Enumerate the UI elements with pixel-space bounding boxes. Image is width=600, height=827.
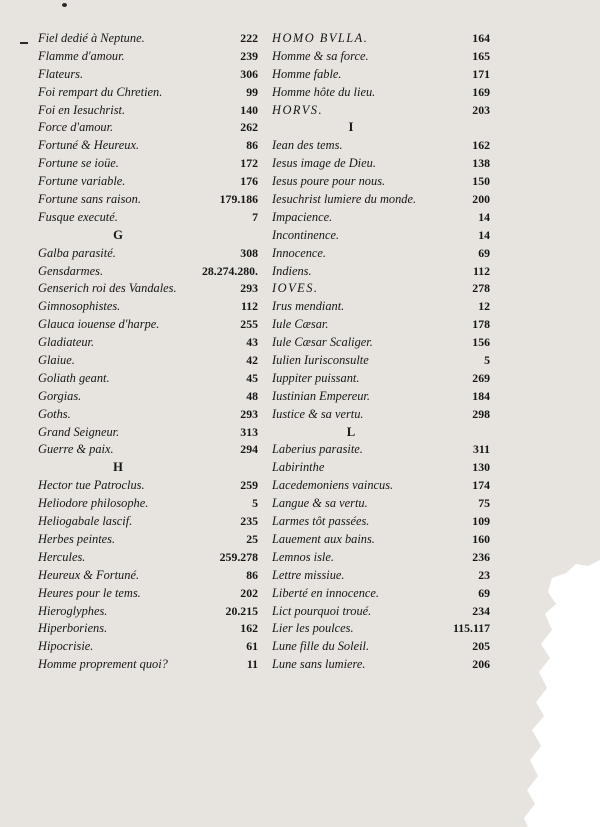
entry-text: Gorgias. (38, 388, 82, 403)
index-entry (38, 620, 258, 638)
index-entry (38, 567, 258, 585)
entry-text: Fortune variable. (38, 174, 126, 189)
page-number: 112 (240, 299, 258, 314)
page-number: 86 (246, 138, 258, 153)
page-number: 162 (240, 621, 258, 636)
index-entry (272, 603, 490, 621)
page-number: 86 (246, 567, 258, 582)
index-entry (38, 137, 258, 155)
index-entry (272, 406, 490, 424)
entry-text: Foi en Iesuchrist. (38, 102, 126, 117)
page-number: 184 (472, 388, 490, 403)
index-entry (272, 30, 490, 48)
index-entry (38, 48, 258, 66)
page-number: 222 (240, 31, 258, 45)
index-entry (38, 603, 258, 621)
index-entry (272, 620, 490, 638)
index-entry (38, 477, 258, 495)
index-entry (38, 352, 258, 370)
page-number: 138 (472, 156, 490, 171)
page-number: 259.278 (219, 549, 258, 564)
index-entry (272, 656, 490, 674)
page-number: 206 (472, 657, 490, 672)
entry-text: Hipocrisie. (38, 639, 94, 654)
page-number: 45 (246, 370, 258, 385)
index-entry (38, 30, 258, 48)
entry-text: Heliogabale lascif. (38, 514, 133, 529)
entry-text: HOMO BVLLA. (272, 31, 369, 45)
entry-text: Iuppiter puissant. (272, 370, 360, 385)
page-number: 75 (478, 496, 490, 511)
entry-text: Goliath geant. (38, 370, 110, 385)
page-number: 306 (240, 66, 258, 81)
page-number: 293 (240, 406, 258, 421)
index-entry (272, 84, 490, 102)
page-number: 269 (472, 370, 490, 385)
index-entry (272, 66, 490, 84)
entry-text: Iesus poure pour nous. (272, 174, 386, 189)
entry-text: Fortuné & Heureux. (38, 138, 140, 153)
entry-text: Larmes tôt passées. (272, 514, 370, 529)
page-number: 115.117 (452, 621, 490, 636)
entry-text: Homme & sa force. (272, 48, 369, 63)
section-letter (272, 424, 490, 442)
page-number: 174 (472, 478, 490, 493)
index-entry (272, 227, 490, 245)
index-entry (272, 245, 490, 263)
entry-text: Indiens. (272, 263, 312, 278)
page-number: 293 (240, 281, 258, 296)
page-number: 160 (472, 531, 490, 546)
index-entry (38, 173, 258, 191)
index-entry (38, 495, 258, 513)
page-number: 171 (472, 66, 490, 81)
entry-text: Lemnos isle. (272, 549, 334, 564)
index-entry (272, 352, 490, 370)
page-number: 11 (246, 657, 258, 672)
entry-text: Innocence. (272, 245, 327, 260)
index-entry (272, 280, 490, 298)
index-entry (272, 459, 490, 477)
entry-text: Foi rempart du Chretien. (38, 84, 163, 99)
index-entry (272, 173, 490, 191)
entry-text: Lacedemoniens vaincus. (272, 478, 394, 493)
page-number: 14 (478, 209, 490, 224)
entry-text: Grand Seigneur. (38, 424, 120, 439)
index-entry (272, 477, 490, 495)
entry-text: Hercules. (38, 549, 86, 564)
entry-text: Genserich roi des Vandales. (38, 281, 177, 296)
page-number: 69 (478, 245, 490, 260)
entry-text: Lauement aux bains. (272, 531, 375, 546)
section-letter-label: G (113, 227, 123, 242)
index-entry (272, 531, 490, 549)
page-number: 311 (472, 442, 490, 457)
page-number: 172 (240, 156, 258, 171)
entry-text: Incontinence. (272, 227, 340, 242)
page-number: 28.274.280. (201, 263, 258, 278)
page-number: 239 (240, 48, 258, 63)
entry-text: Iesus image de Dieu. (272, 156, 376, 171)
entry-text: Lier les poulces. (272, 621, 354, 636)
page-number: 262 (240, 120, 258, 135)
entry-text: Hector tue Patroclus. (38, 478, 145, 493)
entry-text: Impacience. (272, 209, 333, 224)
page-number: 5 (252, 496, 258, 511)
entry-text: IOVES. (272, 281, 319, 296)
index-entry (38, 334, 258, 352)
index-entry (272, 137, 490, 155)
index-entry (272, 549, 490, 567)
entry-text: Fusque executé. (38, 209, 118, 224)
page-number: 162 (472, 138, 490, 153)
index-entry (272, 263, 490, 281)
page-number: 164 (472, 31, 490, 45)
entry-text: Glaiue. (38, 353, 75, 368)
entry-text: Iule Cæsar. (272, 317, 329, 332)
page-number: 313 (240, 424, 258, 439)
entry-text: Fortune se ioüe. (38, 156, 119, 171)
index-entry (38, 84, 258, 102)
page-number: 203 (472, 102, 490, 117)
index-entry (38, 119, 258, 137)
entry-text: Laberius parasite. (272, 442, 363, 457)
page-number: 69 (478, 585, 490, 600)
entry-text: Lune sans lumiere. (272, 657, 366, 672)
index-entry (38, 549, 258, 567)
index-entry (38, 263, 258, 281)
index-entry (38, 513, 258, 531)
entry-text: Labirinthe (272, 460, 325, 475)
entry-text: Fortune sans raison. (38, 192, 141, 207)
index-entry (272, 191, 490, 209)
page-number: 294 (240, 442, 258, 457)
entry-text: Gladiateur. (38, 335, 95, 350)
entry-text: Fiel dedié à Neptune. (38, 31, 145, 45)
index-entry (38, 280, 258, 298)
entry-text: Iustice & sa vertu. (272, 406, 364, 421)
entry-text: Flateurs. (38, 66, 84, 81)
page-number: 14 (478, 227, 490, 242)
page-number: 42 (246, 353, 258, 368)
entry-text: Iesuchrist lumiere du monde. (272, 192, 417, 207)
page-number: 25 (246, 531, 258, 546)
entry-text: Flamme d'amour. (38, 48, 125, 63)
page-number: 20.215 (225, 603, 258, 618)
page-number: 259 (240, 478, 258, 493)
page-number: 5 (484, 353, 490, 368)
page-number: 150 (472, 174, 490, 189)
index-entry (38, 388, 258, 406)
margin-mark (20, 42, 28, 44)
page-number: 140 (240, 102, 258, 117)
entry-text: Herbes peintes. (38, 531, 116, 546)
page-number: 12 (478, 299, 490, 314)
page-number: 255 (240, 317, 258, 332)
page-number: 298 (472, 406, 490, 421)
index-entry (272, 298, 490, 316)
index-entry (38, 298, 258, 316)
entry-text: Iulien Iurisconsulte (272, 353, 369, 368)
page-number: 7 (252, 209, 258, 224)
index-entry (272, 495, 490, 513)
index-entry (272, 513, 490, 531)
index-entry (38, 656, 258, 674)
page-number: 200 (472, 192, 490, 207)
page-number: 176 (240, 174, 258, 189)
entry-text: Heureux & Fortuné. (38, 567, 140, 582)
page-number: 23 (478, 567, 490, 582)
entry-text: Heures pour le tems. (38, 585, 141, 600)
page-number: 61 (246, 639, 258, 654)
entry-text: Liberté en innocence. (272, 585, 380, 600)
index-entry (272, 567, 490, 585)
entry-text: Gensdarmes. (38, 263, 104, 278)
entry-text: Lict pourquoi troué. (272, 603, 372, 618)
entry-text: Hieroglyphes. (38, 603, 108, 618)
page-number: 179.186 (219, 192, 258, 207)
entry-text: Lune fille du Soleil. (272, 639, 370, 654)
index-entry (38, 424, 258, 442)
index-entry (38, 406, 258, 424)
index-entry (38, 316, 258, 334)
index-entry (38, 66, 258, 84)
entry-text: Iule Cæsar Scaliger. (272, 335, 373, 350)
index-entry (38, 585, 258, 603)
page-number: 202 (240, 585, 258, 600)
index-entry (38, 209, 258, 227)
page-number: 234 (472, 603, 490, 618)
index-entry (38, 155, 258, 173)
entry-text: Homme proprement quoi? (38, 657, 168, 672)
page-number: 48 (246, 388, 258, 403)
entry-text: Iustinian Empereur. (272, 388, 370, 403)
index-entry (38, 191, 258, 209)
index-entry (272, 638, 490, 656)
ink-spot (62, 3, 67, 7)
page-number: 236 (472, 549, 490, 564)
index-entry (272, 102, 490, 120)
section-letter (38, 227, 258, 245)
entry-text: Langue & sa vertu. (272, 496, 368, 511)
index-entry (38, 370, 258, 388)
entry-text: Hiperboriens. (38, 621, 108, 636)
section-letter-label: H (113, 460, 123, 475)
page-number: 178 (472, 317, 490, 332)
index-column-left (38, 30, 258, 674)
page-number: 165 (472, 48, 490, 63)
page-number: 99 (246, 84, 258, 99)
index-entry (272, 441, 490, 459)
entry-text: Galba parasité. (38, 245, 116, 260)
page-number: 278 (472, 281, 490, 296)
index-entry (38, 638, 258, 656)
section-letter (272, 119, 490, 137)
section-letter-label: L (346, 424, 356, 439)
entry-text: Homme hôte du lieu. (272, 84, 376, 99)
index-entry (38, 531, 258, 549)
page-number: 205 (472, 639, 490, 654)
index-entry (272, 316, 490, 334)
index-entry (272, 334, 490, 352)
index-entry (272, 48, 490, 66)
page-number: 109 (472, 514, 490, 529)
index-entry (38, 441, 258, 459)
entry-text: Force d'amour. (38, 120, 114, 135)
section-letter-label: I (348, 120, 354, 135)
index-entry (272, 155, 490, 173)
entry-text: Glauca iouense d'harpe. (38, 317, 160, 332)
page-number: 43 (246, 335, 258, 350)
page-number: 169 (472, 84, 490, 99)
entry-text: Irus mendiant. (272, 299, 345, 314)
index-entry (272, 388, 490, 406)
entry-text: Iean des tems. (272, 138, 343, 153)
index-entry (38, 245, 258, 263)
page-number: 130 (472, 460, 490, 475)
page-number: 235 (240, 514, 258, 529)
entry-text: Gimnosophistes. (38, 299, 121, 314)
entry-text: Goths. (38, 406, 71, 421)
index-entry (38, 102, 258, 120)
page-number: 156 (472, 335, 490, 350)
page-number: 112 (472, 263, 490, 278)
entry-text: Homme fable. (272, 66, 342, 81)
entry-text: Lettre missiue. (272, 567, 345, 582)
entry-text: Heliodore philosophe. (38, 496, 149, 511)
entry-text: HORVS. (272, 102, 324, 117)
index-column-right (272, 30, 490, 674)
index-entry (272, 209, 490, 227)
index-entry (272, 585, 490, 603)
section-letter (38, 459, 258, 477)
page-number: 308 (240, 245, 258, 260)
index-entry (272, 370, 490, 388)
entry-text: Guerre & paix. (38, 442, 114, 457)
